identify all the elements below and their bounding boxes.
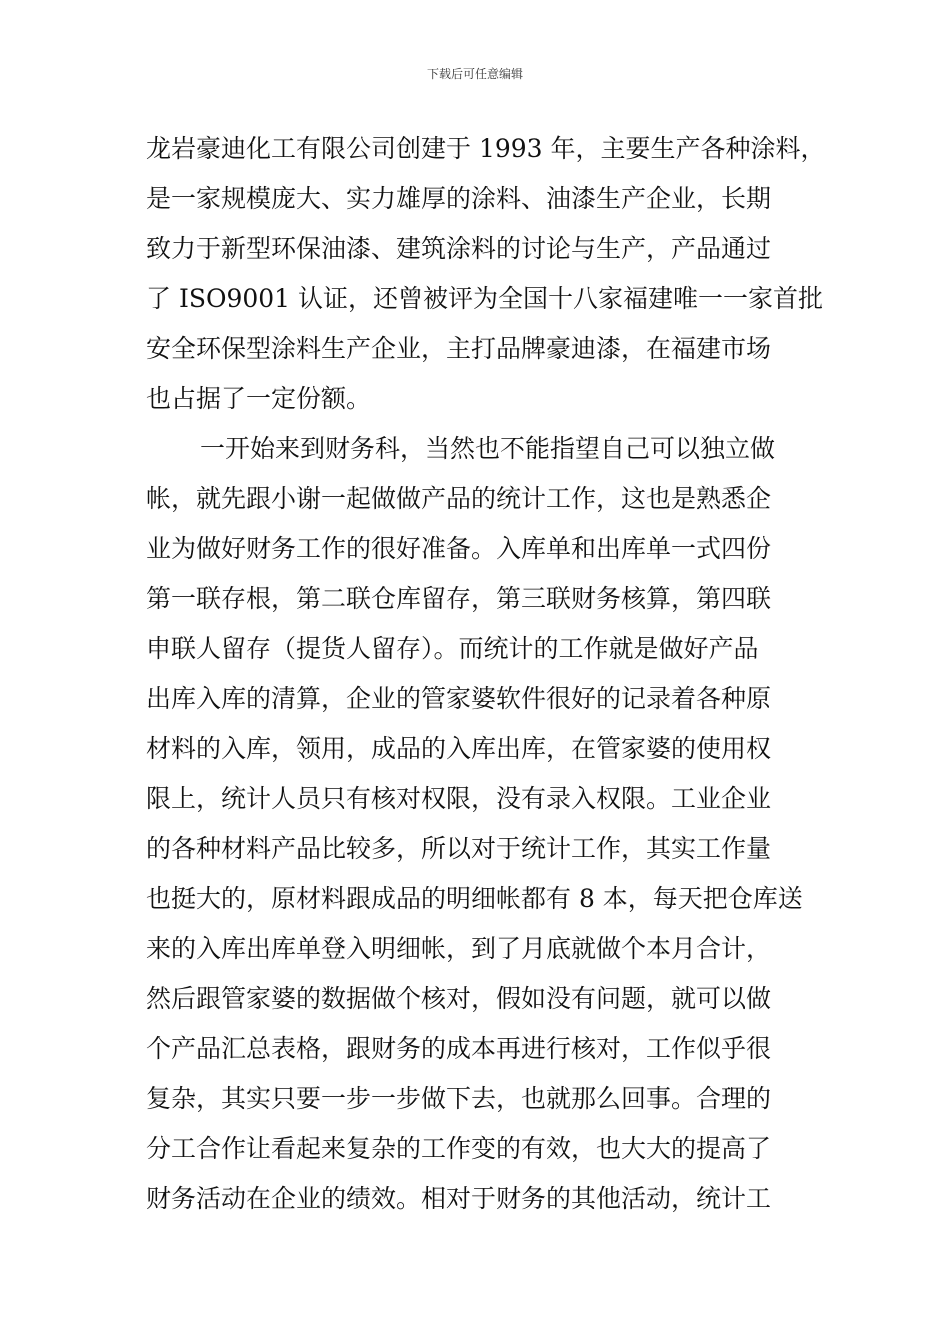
text-line: 一开始来到财务科，当然也不能指望自己可以独立做 <box>200 434 776 463</box>
text-line: 业为做好财务工作的很好准备。入库单和出库单一式四份 <box>146 534 772 563</box>
text-line: 帐，就先跟小谢一起做做产品的统计工作，这也是熟悉企 <box>146 484 772 513</box>
text-line: 分工合作让看起来复杂的工作变的有效，也大大的提高了 <box>146 1134 772 1163</box>
page-header-note: 下载后可任意编辑 <box>426 67 523 81</box>
paragraph-2 <box>146 424 836 1224</box>
text-line: 是一家规模庞大、实力雄厚的涂料、油漆生产企业，长期 <box>146 184 772 213</box>
text-line: 来的入库出库单登入明细帐，到了月底就做个本月合计， <box>146 934 772 963</box>
text-line: 致力于新型环保油漆、建筑涂料的讨论与生产，产品通过 <box>146 234 772 263</box>
text-line: 第一联存根，第二联仓库留存，第三联财务核算，第四联 <box>146 584 772 613</box>
text-line: 了 ISO9001 认证，还曾被评为全国十八家福建唯一一家首批 <box>146 284 824 313</box>
paragraph-1 <box>146 124 836 424</box>
text-line: 财务活动在企业的绩效。相对于财务的其他活动，统计工 <box>146 1184 772 1213</box>
text-line: 也占据了一定份额。 <box>146 384 372 413</box>
document-body <box>146 124 836 1224</box>
text-line: 材料的入库，领用，成品的入库出库，在管家婆的使用权 <box>146 734 772 763</box>
text-line: 龙岩豪迪化工有限公司创建于 1993 年，主要生产各种涂料， <box>146 134 826 163</box>
text-line: 出库入库的清算，企业的管家婆软件很好的记录着各种原 <box>146 684 772 713</box>
text-line: 复杂，其实只要一步一步做下去，也就那么回事。合理的 <box>146 1084 772 1113</box>
text-line: 安全环保型涂料生产企业，主打品牌豪迪漆，在福建市场 <box>146 334 772 363</box>
text-line: 也挺大的，原材料跟成品的明细帐都有 8 本，每天把仓库送 <box>146 884 803 913</box>
text-line: 然后跟管家婆的数据做个核对，假如没有问题，就可以做 <box>146 984 772 1013</box>
text-line: 的各种材料产品比较多，所以对于统计工作，其实工作量 <box>146 834 772 863</box>
text-line: 个产品汇总表格，跟财务的成本再进行核对，工作似乎很 <box>146 1034 772 1063</box>
text-line: 限上，统计人员只有核对权限，没有录入权限。工业企业 <box>146 784 772 813</box>
text-line: 申联人留存（提货人留存）。而统计的工作就是做好产品 <box>146 634 759 663</box>
